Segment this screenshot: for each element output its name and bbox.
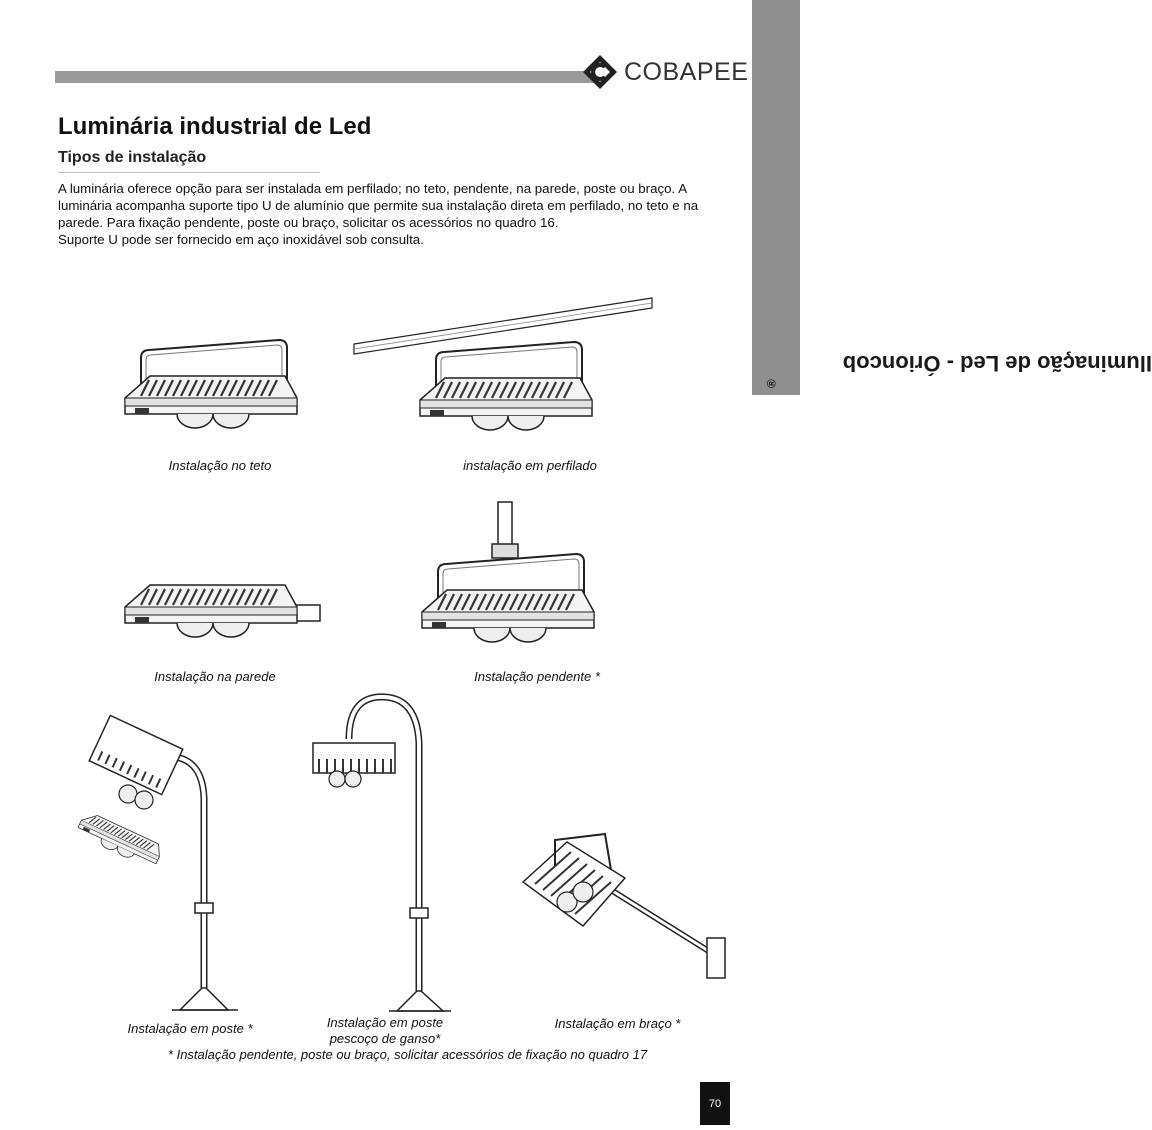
intro-text [58, 180, 718, 248]
cobapee-logo-icon [582, 54, 618, 90]
brand-logo [582, 52, 752, 92]
rail-install-illustration [352, 292, 662, 452]
ceiling-install-illustration [115, 330, 315, 450]
caption-ceiling: Instalação no teto [168, 458, 272, 473]
caption-gooseneck-line-2: pescoço de ganso* [329, 1031, 441, 1046]
pendant-install-illustration [412, 500, 602, 660]
sidebar-title-text: Iluminação de Led - Órioncob [842, 351, 1152, 376]
wall-install-illustration [115, 575, 335, 665]
caption-arm: Instalação em braço * [554, 1016, 681, 1031]
arm-install-illustration [515, 830, 745, 985]
intro-paragraph-1: A luminária oferece opção para ser instalada em perfilado; no teto, pendente, na parede, poste ou braço. A luminária acompanha suporte tipo U de alumínio que permite sua instalação direta em perfilado, no teto e na parede. Para fixação pendente, poste ou braço, solicitar os acessórios no quadro 16. [58, 181, 699, 230]
footnote: * Instalação pendente, poste ou braço, solicitar acessórios de fixação no quadro 17 [167, 1047, 648, 1062]
sidebar-title [752, 0, 1152, 395]
caption-gooseneck-line-1: Instalação em poste [326, 1015, 444, 1030]
page-title: Luminária industrial de Led [58, 113, 372, 140]
registered-mark: ® [764, 379, 779, 388]
brand-name: COBAPEE [624, 57, 749, 86]
section-subtitle: Tipos de instalação [58, 149, 207, 166]
caption-pendant: Instalação pendente * [474, 669, 600, 684]
caption-wall: Instalação na parede [154, 669, 276, 684]
caption-pole: Instalação em poste * [127, 1021, 253, 1036]
caption-rail: instalação em perfilado [463, 458, 597, 473]
gooseneck-install-illustration [305, 693, 465, 1018]
subtitle-divider [58, 172, 320, 173]
header-bar [55, 71, 595, 83]
caption-gooseneck [300, 1015, 470, 1047]
pole-install-illustration [82, 718, 252, 1018]
page-number: 70 [700, 1082, 730, 1125]
intro-paragraph-2: Suporte U pode ser fornecido em aço inoxidável sob consulta. [58, 232, 424, 247]
